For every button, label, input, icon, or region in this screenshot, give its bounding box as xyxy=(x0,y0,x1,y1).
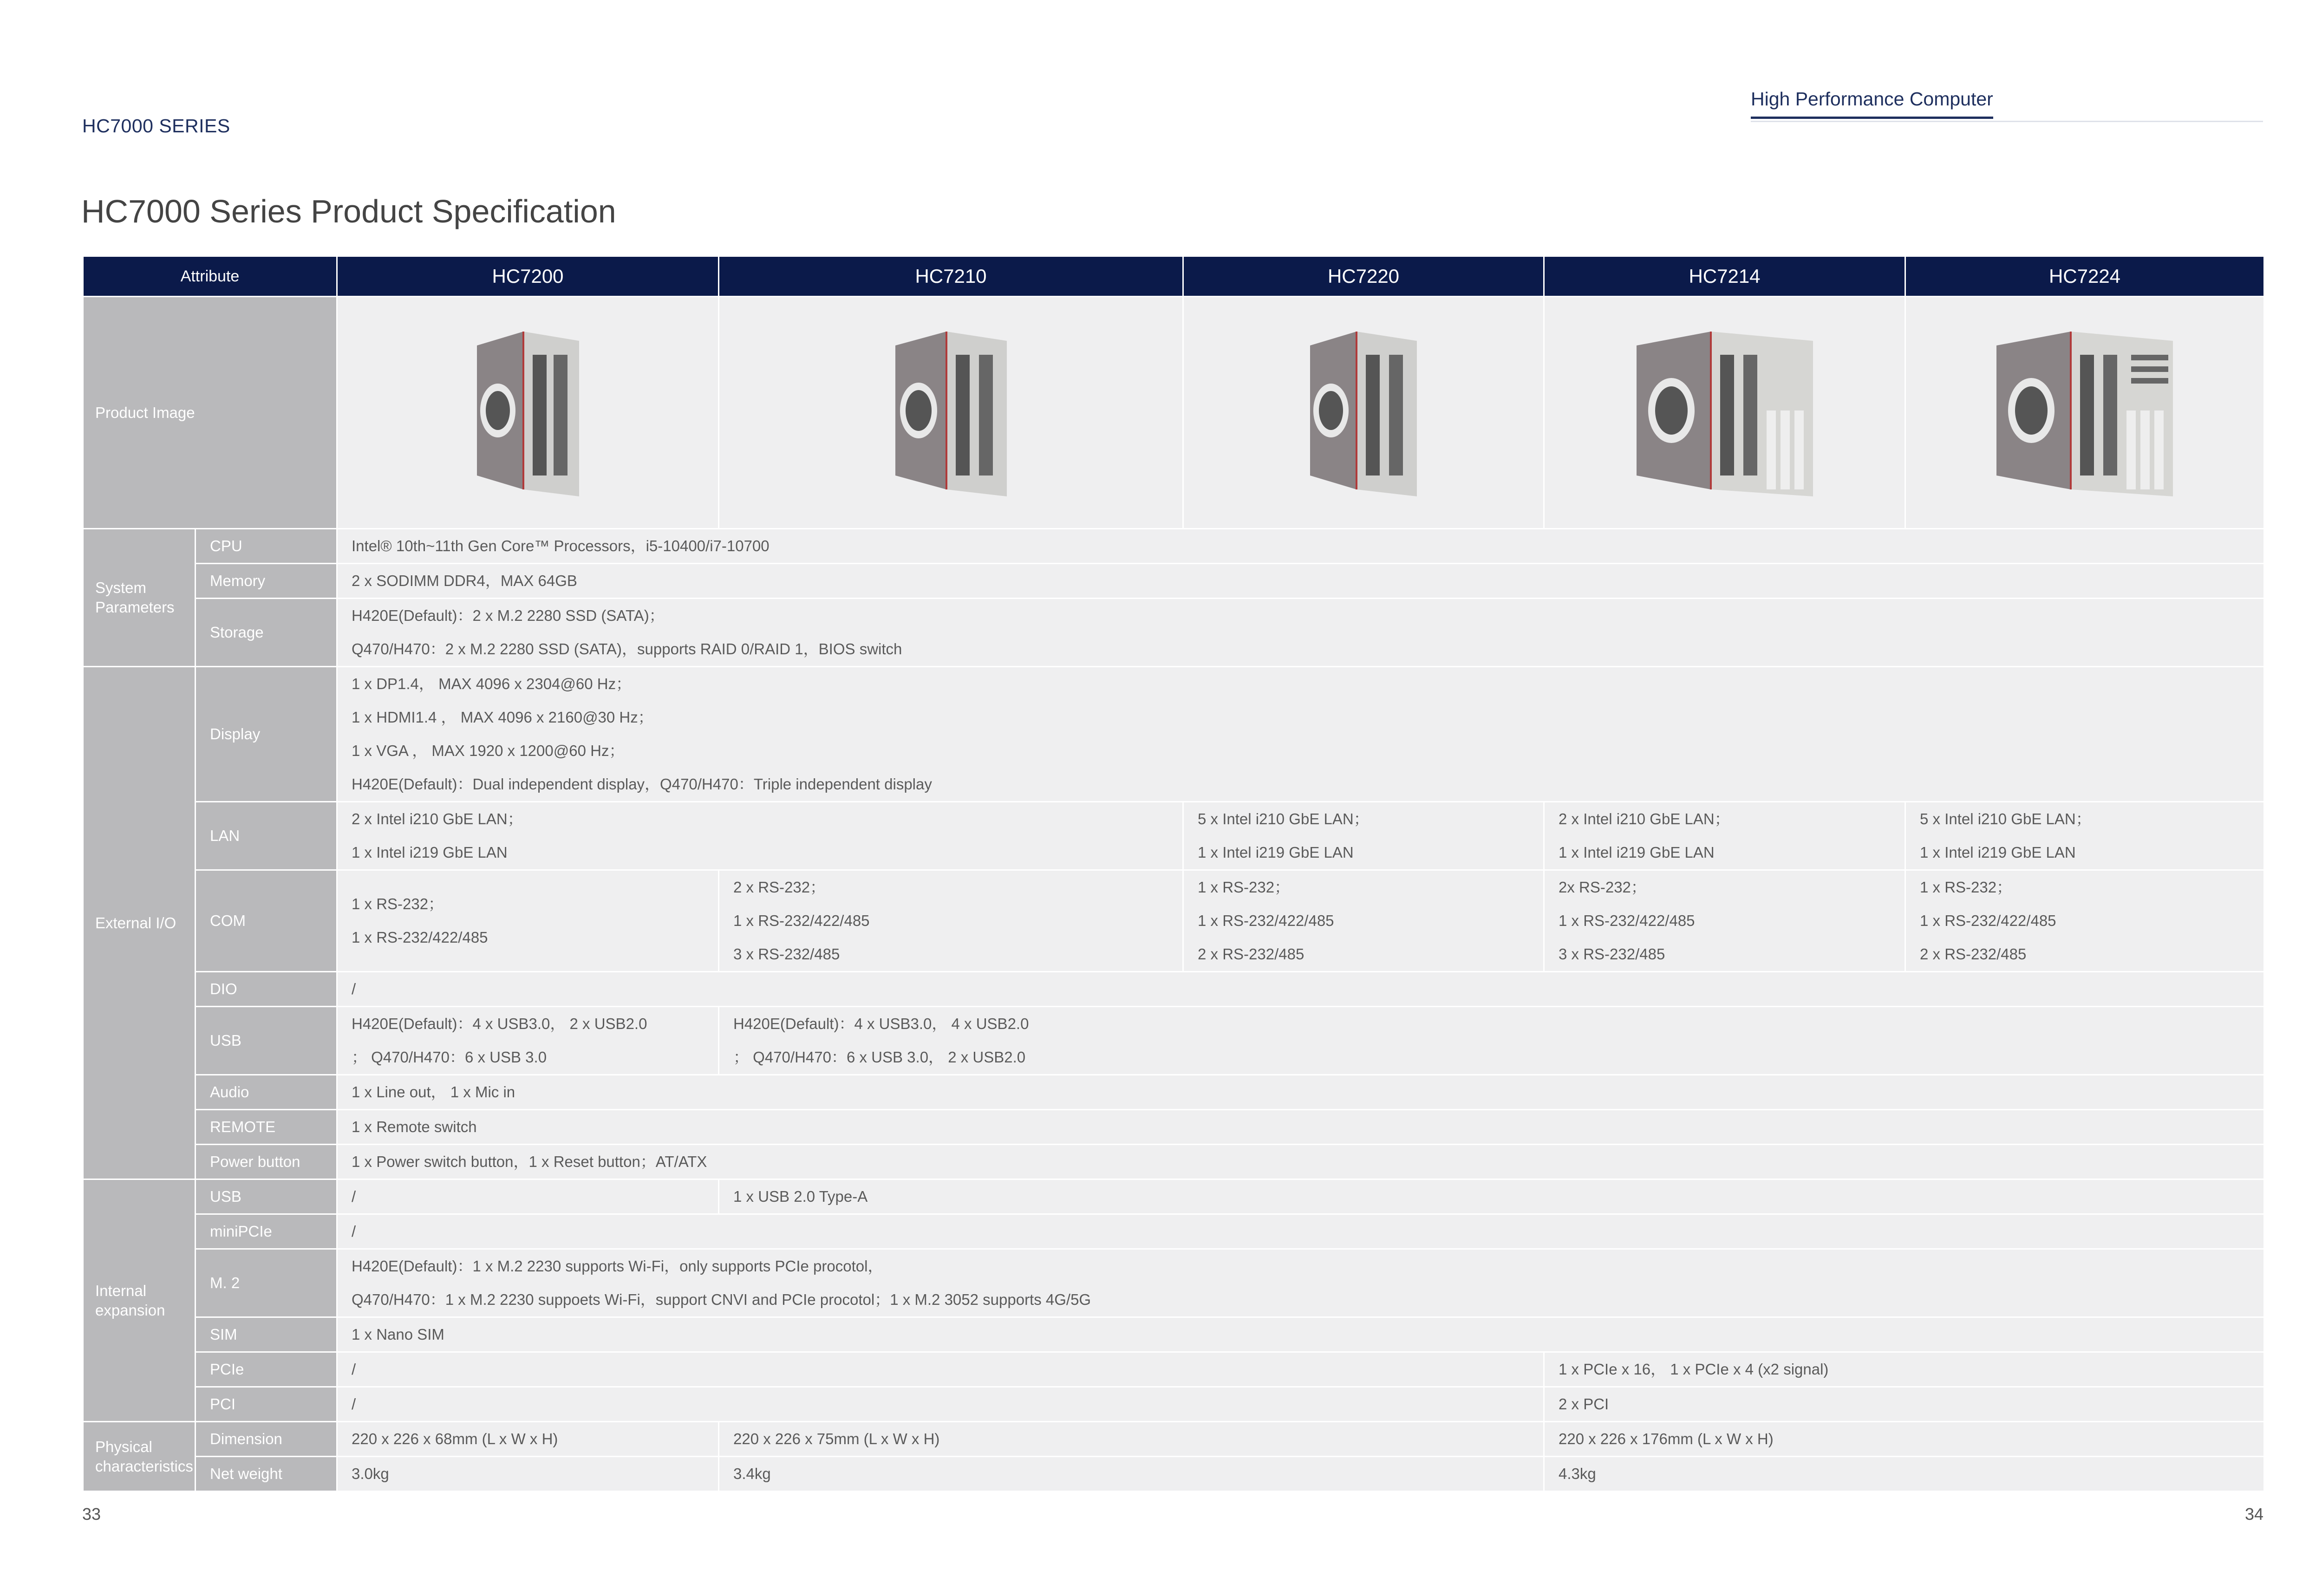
table-row xyxy=(83,1075,2264,1110)
lan-value-hc7224 xyxy=(1905,802,2264,870)
display-line: 1 x HDMI1.4 ， MAX 4096 x 2160@30 Hz； xyxy=(352,709,653,726)
table-row xyxy=(83,802,2264,870)
model-header: HC7214 xyxy=(1544,256,1905,297)
table-row xyxy=(83,1214,2264,1249)
usb-line: ； Q470/H470：6 x USB 3.0， 2 x USB2.0 xyxy=(733,1049,1026,1066)
audio-label: Audio xyxy=(196,1075,337,1110)
com-line: 2 x RS-232/485 xyxy=(1198,945,1304,963)
physical-characteristics-label: Physical characteristics xyxy=(83,1422,196,1492)
product-image-hc7210 xyxy=(719,297,1183,529)
audio-value: 1 x Line out， 1 x Mic in xyxy=(337,1075,2264,1110)
com-value-hc7220 xyxy=(1183,870,1544,972)
internal-usb-value-hc7200: / xyxy=(337,1179,719,1214)
usb-value-hc7200 xyxy=(337,1007,719,1075)
lan-value-hc7214 xyxy=(1544,802,1905,870)
computer-device-icon xyxy=(891,327,1011,499)
lan-line: 1 x Intel i219 GbE LAN xyxy=(1198,844,1354,861)
com-value-hc7214 xyxy=(1544,870,1905,972)
model-header: HC7210 xyxy=(719,256,1183,297)
com-line: 1 x RS-232； xyxy=(1198,879,1290,896)
table-row xyxy=(83,1249,2264,1317)
lan-line: 1 x Intel i219 GbE LAN xyxy=(1920,844,2076,861)
dimension-value-a: 220 x 226 x 68mm (L x W x H) xyxy=(337,1422,719,1457)
power-button-label: Power button xyxy=(196,1145,337,1179)
pcie-value-b: 1 x PCIe x 16， 1 x PCIe x 4 (x2 signal) xyxy=(1544,1352,2264,1387)
pci-value-b: 2 x PCI xyxy=(1544,1387,2264,1422)
page-number-left: 33 xyxy=(82,1505,101,1524)
com-value-hc7200 xyxy=(337,870,719,972)
display-line: H420E(Default)：Dual independent display，Q470/H470：Triple independent display xyxy=(352,775,932,793)
internal-expansion-label: Internal expansion xyxy=(83,1179,196,1422)
page-number-right: 34 xyxy=(2244,1505,2263,1524)
product-image-hc7200 xyxy=(337,297,719,529)
system-parameters-label: System Parameters xyxy=(83,529,196,667)
com-line: 1 x RS-232； xyxy=(1920,879,2012,896)
com-line: 1 x RS-232/422/485 xyxy=(1559,912,1695,929)
dimension-value-c: 220 x 226 x 176mm (L x W x H) xyxy=(1544,1422,2264,1457)
cpu-value: Intel® 10th~11th Gen Core™ Processors，i5-10400/i7-10700 xyxy=(337,529,2264,564)
remote-label: REMOTE xyxy=(196,1110,337,1145)
com-line: 2 x RS-232； xyxy=(733,879,826,896)
table-row xyxy=(83,1317,2264,1352)
m2-value xyxy=(337,1249,2264,1317)
com-value-hc7210 xyxy=(719,870,1183,972)
storage-value xyxy=(337,599,2264,667)
series-label: HC7000 SERIES xyxy=(82,115,230,137)
sim-value: 1 x Nano SIM xyxy=(337,1317,2264,1352)
storage-label: Storage xyxy=(196,599,337,667)
computer-device-icon xyxy=(1992,327,2178,499)
table-row xyxy=(83,1179,2264,1214)
model-header: HC7220 xyxy=(1183,256,1544,297)
storage-line: H420E(Default)：2 x M.2 2280 SSD (SATA)； xyxy=(352,607,665,624)
sim-label: SIM xyxy=(196,1317,337,1352)
net-weight-value-b: 3.4kg xyxy=(719,1457,1544,1492)
table-row xyxy=(83,564,2264,599)
table-row xyxy=(83,972,2264,1007)
m2-label: M. 2 xyxy=(196,1249,337,1317)
minipcie-label: miniPCIe xyxy=(196,1214,337,1249)
external-io-label: External I/O xyxy=(83,667,196,1179)
product-image-hc7220 xyxy=(1183,297,1544,529)
com-line: 3 x RS-232/485 xyxy=(1559,945,1665,963)
lan-value-hc7220 xyxy=(1183,802,1544,870)
table-row xyxy=(83,1145,2264,1179)
minipcie-value: / xyxy=(337,1214,2264,1249)
lan-line: 5 x Intel i210 GbE LAN； xyxy=(1920,810,2091,827)
memory-label: Memory xyxy=(196,564,337,599)
com-line: 2 x RS-232/485 xyxy=(1920,945,2027,963)
com-line: 1 x RS-232/422/485 xyxy=(1198,912,1334,929)
cpu-label: CPU xyxy=(196,529,337,564)
header-row xyxy=(83,256,2264,297)
pci-value-a: / xyxy=(337,1387,1544,1422)
display-line: 1 x VGA ， MAX 1920 x 1200@60 Hz； xyxy=(352,742,625,759)
com-value-hc7224 xyxy=(1905,870,2264,972)
lan-label: LAN xyxy=(196,802,337,870)
usb-line: H420E(Default)：4 x USB3.0， 2 x USB2.0 xyxy=(352,1015,647,1032)
lan-line: 5 x Intel i210 GbE LAN； xyxy=(1198,810,1369,827)
table-row xyxy=(83,1007,2264,1075)
pcie-value-a: / xyxy=(337,1352,1544,1387)
section-title: High Performance Computer xyxy=(1751,88,1993,119)
display-label: Display xyxy=(196,667,337,802)
computer-device-icon xyxy=(1632,327,1818,499)
computer-device-icon xyxy=(1305,327,1422,499)
table-row xyxy=(83,529,2264,564)
com-line: 1 x RS-232/422/485 xyxy=(352,929,488,946)
com-line: 1 x RS-232/422/485 xyxy=(1920,912,2056,929)
table-row xyxy=(83,1352,2264,1387)
display-value xyxy=(337,667,2264,802)
spec-table xyxy=(82,255,2265,1492)
page-title: HC7000 Series Product Specification xyxy=(81,193,616,229)
computer-device-icon xyxy=(472,327,584,499)
table-row xyxy=(83,1110,2264,1145)
table-row xyxy=(83,1422,2264,1457)
internal-usb-label: USB xyxy=(196,1179,337,1214)
net-weight-label: Net weight xyxy=(196,1457,337,1492)
lan-line: 1 x Intel i219 GbE LAN xyxy=(352,844,508,861)
pcie-label: PCIe xyxy=(196,1352,337,1387)
product-image-hc7224 xyxy=(1905,297,2264,529)
dimension-label: Dimension xyxy=(196,1422,337,1457)
m2-line: H420E(Default)：1 x M.2 2230 supports Wi-Fi，only supports PCIe procotol， xyxy=(352,1257,883,1275)
table-row xyxy=(83,599,2264,667)
usb-label: USB xyxy=(196,1007,337,1075)
internal-usb-value-others: 1 x USB 2.0 Type-A xyxy=(719,1179,2264,1214)
com-line: 1 x RS-232； xyxy=(352,895,444,912)
com-label: COM xyxy=(196,870,337,972)
lan-value-hc7200-hc7210 xyxy=(337,802,1183,870)
display-line: 1 x DP1.4， MAX 4096 x 2304@60 Hz； xyxy=(352,675,632,692)
dio-value: / xyxy=(337,972,2264,1007)
table-row xyxy=(83,1457,2264,1492)
com-line: 1 x RS-232/422/485 xyxy=(733,912,870,929)
dimension-value-b: 220 x 226 x 75mm (L x W x H) xyxy=(719,1422,1544,1457)
lan-line: 2 x Intel i210 GbE LAN； xyxy=(1559,810,1730,827)
product-image-label: Product Image xyxy=(83,297,337,529)
lan-line: 1 x Intel i219 GbE LAN xyxy=(1559,844,1715,861)
usb-line: ； Q470/H470：6 x USB 3.0 xyxy=(352,1049,547,1066)
attribute-header: Attribute xyxy=(83,256,337,297)
storage-line: Q470/H470：2 x M.2 2280 SSD (SATA)，supports RAID 0/RAID 1，BIOS switch xyxy=(352,640,902,658)
table-row xyxy=(83,667,2264,802)
net-weight-value-c: 4.3kg xyxy=(1544,1457,2264,1492)
table-row xyxy=(83,297,2264,529)
memory-value: 2 x SODIMM DDR4，MAX 64GB xyxy=(337,564,2264,599)
table-row xyxy=(83,870,2264,972)
usb-line: H420E(Default)：4 x USB3.0， 4 x USB2.0 xyxy=(733,1015,1029,1032)
net-weight-value-a: 3.0kg xyxy=(337,1457,719,1492)
com-line: 2x RS-232； xyxy=(1559,879,1646,896)
remote-value: 1 x Remote switch xyxy=(337,1110,2264,1145)
lan-line: 2 x Intel i210 GbE LAN； xyxy=(352,810,523,827)
usb-value-others xyxy=(719,1007,2264,1075)
model-header: HC7200 xyxy=(337,256,719,297)
product-image-hc7214 xyxy=(1544,297,1905,529)
power-button-value: 1 x Power switch button，1 x Reset button；AT/ATX xyxy=(337,1145,2264,1179)
model-header: HC7224 xyxy=(1905,256,2264,297)
com-line: 3 x RS-232/485 xyxy=(733,945,840,963)
pci-label: PCI xyxy=(196,1387,337,1422)
table-row xyxy=(83,1387,2264,1422)
m2-line: Q470/H470：1 x M.2 2230 suppoets Wi-Fi，support CNVI and PCIe procotol；1 x M.2 3052 supports 4G/5G xyxy=(352,1291,1091,1308)
section-heading xyxy=(1751,88,2263,122)
dio-label: DIO xyxy=(196,972,337,1007)
